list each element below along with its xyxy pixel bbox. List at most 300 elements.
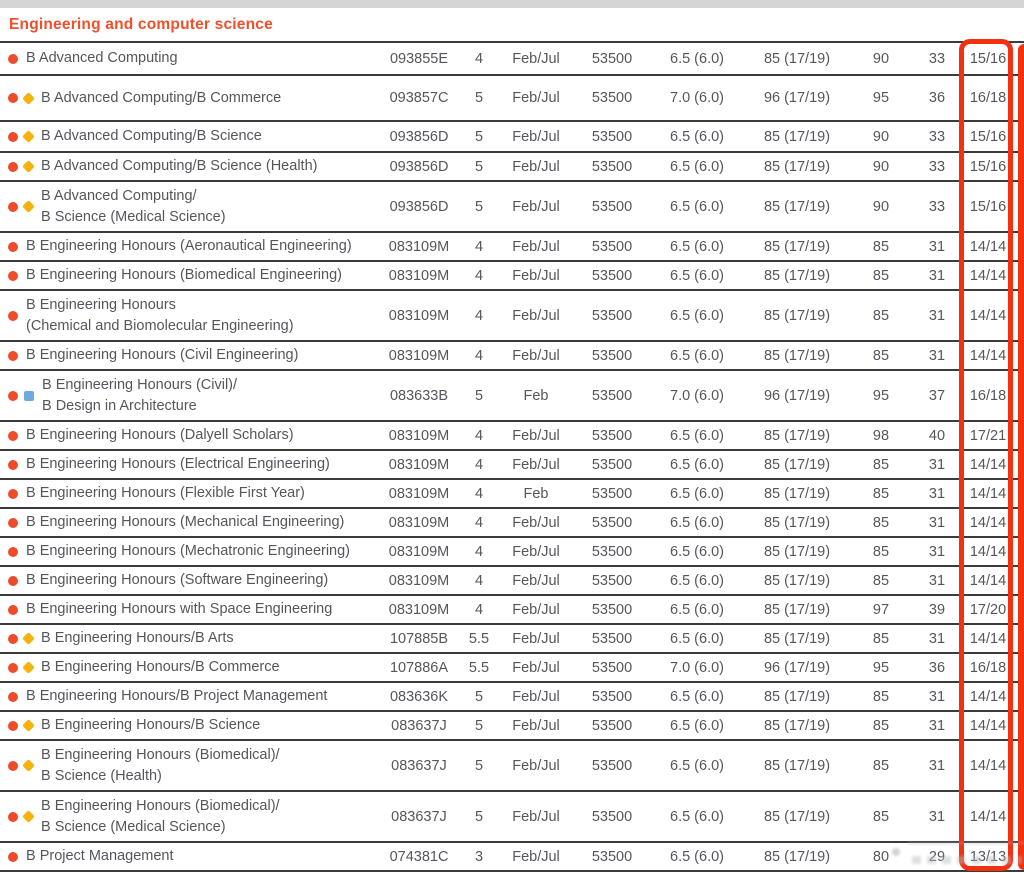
course-name-line: B Engineering Honours (Civil)/	[42, 376, 238, 393]
ielts-score-cell: 6.5 (6.0)	[670, 848, 724, 865]
intake-cell: Feb/Jul	[512, 659, 560, 676]
course-name	[42, 375, 237, 417]
score-b-cell: 33	[928, 198, 946, 215]
highlighted-score-cell: 14/14	[969, 456, 1007, 473]
intake-cell: Feb/Jul	[512, 543, 560, 560]
course-name-line: B Engineering Honours/B Science	[41, 717, 261, 733]
program-code-cell: 093856D	[389, 198, 449, 215]
duration-cell: 4	[474, 456, 484, 473]
ielts-score-cell: 7.0 (6.0)	[670, 659, 724, 676]
ielts-score-cell: 6.5 (6.0)	[670, 601, 724, 618]
program-dot-icon	[8, 271, 18, 281]
duration-cell: 4	[474, 347, 484, 364]
table-row	[0, 625, 1024, 654]
ielts-score-cell: 6.5 (6.0)	[670, 757, 724, 774]
score-b-cell: 31	[928, 267, 946, 284]
course-name-line: B Science (Health)	[41, 767, 162, 784]
highlighted-score-cell: 14/14	[969, 688, 1007, 705]
course-name-line: B Science (Medical Science)	[41, 818, 226, 835]
course-name-line: B Engineering Honours with Space Engineering	[26, 601, 333, 617]
table-row	[0, 712, 1024, 741]
intake-cell: Feb/Jul	[512, 757, 560, 774]
fee-cell: 53500	[591, 307, 633, 324]
course-name-line: B Engineering Honours (Biomedical)/	[41, 746, 280, 763]
duration-cell: 5	[474, 757, 484, 774]
toefl-score-cell: 85 (17/19)	[763, 456, 831, 473]
course-name-cell	[0, 512, 378, 533]
course-name-cell	[0, 745, 378, 787]
fee-cell: 53500	[591, 267, 633, 284]
intake-cell: Feb/Jul	[512, 347, 560, 364]
duration-cell: 4	[474, 485, 484, 502]
intake-cell: Feb	[523, 485, 549, 502]
course-name-line: B Engineering Honours/B Commerce	[41, 659, 280, 675]
program-dot-icon	[8, 605, 18, 615]
fee-cell: 53500	[591, 427, 633, 444]
course-name	[41, 657, 280, 678]
toefl-score-cell: 85 (17/19)	[763, 347, 831, 364]
toefl-score-cell: 96 (17/19)	[763, 90, 831, 106]
highlighted-score-cell: 14/14	[969, 267, 1007, 284]
combined-degree-diamond-icon	[22, 130, 35, 143]
row-icons	[8, 431, 18, 441]
score-a-cell: 90	[872, 158, 890, 175]
combined-degree-diamond-icon	[22, 200, 35, 213]
highlighted-score-cell: 14/14	[969, 572, 1007, 589]
course-name-cell	[0, 541, 378, 562]
intake-cell: Feb/Jul	[512, 688, 560, 705]
row-icons	[8, 202, 33, 212]
course-name-cell	[0, 483, 378, 504]
course-name	[26, 265, 342, 286]
row-icons	[8, 351, 18, 361]
course-name-cell	[0, 265, 378, 286]
program-dot-icon	[8, 721, 18, 731]
table-row	[0, 567, 1024, 596]
duration-cell: 4	[474, 543, 484, 560]
fee-cell: 53500	[591, 128, 633, 145]
course-name-cell	[0, 686, 378, 707]
row-icons	[8, 576, 18, 586]
score-a-cell: 85	[872, 543, 890, 560]
row-icons	[8, 852, 18, 862]
duration-cell: 4	[474, 307, 484, 324]
course-name-line: B Engineering Honours (Mechanical Engineering)	[26, 514, 345, 530]
course-name	[41, 156, 317, 177]
course-name-line: B Engineering Honours (Flexible First Year)	[26, 485, 305, 501]
toefl-score-cell: 85 (17/19)	[763, 158, 831, 175]
table-row	[0, 422, 1024, 451]
table-row	[0, 43, 1024, 76]
duration-cell: 5	[474, 808, 484, 825]
fee-cell: 53500	[591, 198, 633, 215]
ielts-score-cell: 6.5 (6.0)	[670, 347, 724, 364]
course-name-cell	[0, 454, 378, 475]
table-row	[0, 792, 1024, 843]
score-b-cell: 31	[928, 238, 946, 255]
row-icons	[8, 93, 33, 103]
score-b-cell: 39	[928, 601, 946, 618]
course-name-cell	[0, 657, 378, 678]
program-dot-icon	[8, 162, 18, 172]
course-name	[26, 295, 294, 337]
ielts-score-cell: 6.5 (6.0)	[670, 717, 724, 734]
intake-cell: Feb/Jul	[512, 198, 560, 215]
course-name-cell	[0, 156, 378, 177]
fee-cell: 53500	[591, 717, 633, 734]
row-icons	[8, 663, 33, 673]
course-name-cell	[0, 846, 378, 867]
score-b-cell: 31	[928, 717, 946, 734]
toefl-score-cell: 85 (17/19)	[763, 688, 831, 705]
course-name-line: (Chemical and Biomolecular Engineering)	[26, 317, 294, 334]
course-name	[26, 345, 298, 366]
course-name-line: B Advanced Computing/B Commerce	[41, 89, 282, 106]
score-a-cell: 85	[872, 688, 890, 705]
highlighted-score-cell: 15/16	[969, 50, 1007, 67]
course-name-cell	[0, 48, 378, 69]
row-icons	[8, 605, 18, 615]
course-name	[26, 425, 294, 446]
program-dot-icon	[8, 242, 18, 252]
course-name-cell	[0, 345, 378, 366]
combined-degree-diamond-icon	[22, 759, 35, 772]
table-row	[0, 451, 1024, 480]
fee-cell: 53500	[591, 659, 633, 676]
intake-cell: Feb/Jul	[512, 238, 560, 255]
course-name-line: B Project Management	[26, 848, 174, 864]
highlighted-score-cell: 14/14	[969, 307, 1007, 324]
fee-cell: 53500	[591, 572, 633, 589]
toefl-score-cell: 85 (17/19)	[763, 514, 831, 531]
row-icons	[8, 812, 33, 822]
score-a-cell: 95	[872, 659, 890, 676]
highlighted-score-cell: 16/18	[969, 659, 1007, 676]
program-dot-icon	[8, 663, 18, 673]
program-code-cell: 093856D	[389, 158, 449, 175]
table-row	[0, 683, 1024, 712]
program-code-cell: 083109M	[388, 238, 450, 255]
program-dot-icon	[8, 852, 18, 862]
intake-cell: Feb/Jul	[512, 630, 560, 647]
program-dot-icon	[8, 391, 18, 401]
score-a-cell: 90	[872, 198, 890, 215]
highlighted-score-cell: 17/20	[969, 601, 1007, 618]
table-row	[0, 122, 1024, 153]
score-a-cell: 98	[872, 427, 890, 444]
score-b-cell: 36	[928, 90, 946, 106]
table-row	[0, 741, 1024, 792]
score-b-cell: 31	[928, 307, 946, 324]
program-dot-icon	[8, 761, 18, 771]
score-b-cell: 33	[928, 158, 946, 175]
course-name-line: B Engineering Honours (Aeronautical Engineering)	[26, 238, 352, 254]
duration-cell: 5	[474, 198, 484, 215]
duration-cell: 4	[474, 427, 484, 444]
intake-cell: Feb/Jul	[512, 717, 560, 734]
fee-cell: 53500	[591, 238, 633, 255]
ielts-score-cell: 6.5 (6.0)	[670, 543, 724, 560]
course-name-line: B Engineering Honours (Electrical Engineering)	[26, 456, 330, 472]
fee-cell: 53500	[591, 90, 633, 106]
table-row	[0, 509, 1024, 538]
table-row	[0, 538, 1024, 567]
intake-cell: Feb/Jul	[512, 572, 560, 589]
course-name-cell	[0, 186, 378, 228]
score-a-cell: 85	[872, 717, 890, 734]
course-name	[26, 686, 327, 707]
row-icons	[8, 271, 18, 281]
intake-cell: Feb	[523, 387, 549, 404]
table-row	[0, 654, 1024, 683]
duration-cell: 5	[474, 387, 484, 404]
score-a-cell: 90	[872, 50, 890, 67]
fee-cell: 53500	[591, 757, 633, 774]
highlighted-score-cell: 14/14	[969, 757, 1007, 774]
course-name-cell	[0, 599, 378, 620]
combined-degree-diamond-icon	[22, 632, 35, 645]
highlighted-score-cell: 14/14	[969, 543, 1007, 560]
row-icons	[8, 518, 18, 528]
course-name-line: B Engineering Honours (Dalyell Scholars)	[26, 427, 294, 443]
course-name-line: B Design in Architecture	[42, 397, 197, 414]
course-name-line: B Advanced Computing/	[41, 187, 197, 204]
table-row	[0, 262, 1024, 291]
program-code-cell: 083637J	[391, 808, 447, 825]
intake-cell: Feb/Jul	[512, 514, 560, 531]
table-row	[0, 480, 1024, 509]
ielts-score-cell: 6.5 (6.0)	[670, 630, 724, 647]
toefl-score-cell: 96 (17/19)	[763, 387, 831, 404]
duration-cell: 4	[474, 572, 484, 589]
toefl-score-cell: 85 (17/19)	[763, 630, 831, 647]
duration-cell: 4	[474, 267, 484, 284]
course-name-line: B Engineering Honours/B Project Management	[26, 688, 328, 704]
fee-cell: 53500	[591, 601, 633, 618]
score-a-cell: 95	[872, 387, 890, 404]
course-name	[26, 512, 344, 533]
combined-degree-diamond-icon	[22, 160, 35, 173]
program-code-cell: 083109M	[388, 427, 450, 444]
ielts-score-cell: 7.0 (6.0)	[670, 387, 724, 404]
score-a-cell: 85	[872, 267, 890, 284]
row-icons	[8, 242, 18, 252]
toefl-score-cell: 85 (17/19)	[763, 808, 831, 825]
course-name-line: B Advanced Computing/B Science	[41, 128, 262, 144]
program-dot-icon	[8, 489, 18, 499]
intake-cell: Feb/Jul	[512, 427, 560, 444]
program-dot-icon	[8, 576, 18, 586]
score-a-cell: 85	[872, 238, 890, 255]
toefl-score-cell: 85 (17/19)	[763, 267, 831, 284]
program-code-cell: 107885B	[389, 630, 449, 647]
table-row	[0, 843, 1024, 872]
duration-cell: 5	[474, 128, 484, 145]
intake-cell: Feb/Jul	[512, 158, 560, 175]
highlighted-score-cell: 13/13	[969, 848, 1007, 865]
row-icons	[8, 547, 18, 557]
program-dot-icon	[8, 547, 18, 557]
ielts-score-cell: 6.5 (6.0)	[670, 427, 724, 444]
score-b-cell: 31	[928, 630, 946, 647]
toefl-score-cell: 85 (17/19)	[763, 307, 831, 324]
highlighted-score-cell: 17/21	[969, 427, 1007, 444]
table-row	[0, 182, 1024, 233]
highlighted-score-cell: 15/16	[969, 158, 1007, 175]
intake-cell: Feb/Jul	[512, 848, 560, 865]
score-a-cell: 80	[872, 848, 890, 865]
program-dot-icon	[8, 311, 18, 321]
intake-cell: Feb/Jul	[512, 307, 560, 324]
score-b-cell: 31	[928, 757, 946, 774]
toefl-score-cell: 85 (17/19)	[763, 485, 831, 502]
score-a-cell: 85	[872, 514, 890, 531]
course-name	[26, 454, 330, 475]
duration-cell: 4	[474, 50, 484, 67]
ielts-score-cell: 7.0 (6.0)	[670, 90, 724, 106]
course-name-line: B Advanced Computing/B Science (Health)	[41, 158, 318, 174]
program-dot-icon	[8, 518, 18, 528]
intake-cell: Feb/Jul	[512, 267, 560, 284]
ielts-score-cell: 6.5 (6.0)	[670, 238, 724, 255]
course-name	[41, 745, 280, 787]
highlighted-score-cell: 14/14	[969, 630, 1007, 647]
program-dot-icon	[8, 692, 18, 702]
program-code-cell: 093856D	[389, 128, 449, 145]
intake-cell: Feb/Jul	[512, 601, 560, 618]
combined-degree-diamond-icon	[22, 661, 35, 674]
ielts-score-cell: 6.5 (6.0)	[670, 456, 724, 473]
course-name	[26, 570, 328, 591]
row-icons	[8, 692, 18, 702]
course-name	[26, 846, 174, 867]
fee-cell: 53500	[591, 456, 633, 473]
score-b-cell: 31	[928, 543, 946, 560]
row-icons	[8, 489, 18, 499]
toefl-score-cell: 85 (17/19)	[763, 427, 831, 444]
ielts-score-cell: 6.5 (6.0)	[670, 485, 724, 502]
row-icons	[8, 311, 18, 321]
program-code-cell: 083109M	[388, 267, 450, 284]
toefl-score-cell: 85 (17/19)	[763, 128, 831, 145]
course-name-cell	[0, 375, 378, 417]
page-top-strip	[0, 0, 1024, 8]
ielts-score-cell: 6.5 (6.0)	[670, 128, 724, 145]
score-a-cell: 85	[872, 307, 890, 324]
program-dot-icon	[8, 812, 18, 822]
ielts-score-cell: 6.5 (6.0)	[670, 572, 724, 589]
score-b-cell: 31	[928, 347, 946, 364]
program-code-cell: 083109M	[388, 485, 450, 502]
toefl-score-cell: 85 (17/19)	[763, 198, 831, 215]
toefl-score-cell: 85 (17/19)	[763, 572, 831, 589]
score-a-cell: 85	[872, 572, 890, 589]
program-code-cell: 074381C	[389, 848, 449, 865]
program-dot-icon	[8, 460, 18, 470]
score-b-cell: 31	[928, 485, 946, 502]
score-a-cell: 90	[872, 128, 890, 145]
duration-cell: 5	[474, 158, 484, 175]
course-name-cell	[0, 236, 378, 257]
course-name-cell	[0, 628, 378, 649]
score-a-cell: 95	[872, 90, 890, 106]
ielts-score-cell: 6.5 (6.0)	[670, 307, 724, 324]
fee-cell: 53500	[591, 514, 633, 531]
duration-cell: 3	[474, 848, 484, 865]
course-name	[41, 126, 262, 147]
section-title: Engineering and computer science	[9, 15, 273, 33]
score-b-cell: 29	[928, 848, 946, 865]
score-a-cell: 85	[872, 347, 890, 364]
course-name-line: B Science (Medical Science)	[41, 208, 226, 225]
row-icons	[8, 54, 18, 64]
course-name	[26, 483, 305, 504]
fee-cell: 53500	[591, 848, 633, 865]
course-name-line: B Engineering Honours	[26, 296, 176, 313]
program-code-cell: 083637J	[391, 717, 447, 734]
architecture-square-icon	[24, 391, 34, 401]
course-name-line: B Advanced Computing	[26, 50, 178, 66]
row-icons	[8, 721, 33, 731]
toefl-score-cell: 85 (17/19)	[763, 238, 831, 255]
score-b-cell: 33	[928, 50, 946, 67]
program-dot-icon	[8, 54, 18, 64]
duration-cell: 5	[474, 90, 484, 106]
toefl-score-cell: 85 (17/19)	[763, 543, 831, 560]
course-name	[41, 715, 260, 736]
course-name	[41, 628, 234, 649]
highlighted-score-cell: 15/16	[969, 198, 1007, 215]
highlighted-score-cell: 16/18	[969, 90, 1007, 106]
score-a-cell: 85	[872, 485, 890, 502]
duration-cell: 4	[474, 601, 484, 618]
row-icons	[8, 460, 18, 470]
table-row	[0, 371, 1024, 422]
score-b-cell: 36	[928, 659, 946, 676]
table-row	[0, 153, 1024, 182]
highlighted-score-cell: 14/14	[969, 808, 1007, 825]
ielts-score-cell: 6.5 (6.0)	[670, 514, 724, 531]
program-code-cell: 083109M	[388, 347, 450, 364]
course-name-cell	[0, 295, 378, 337]
score-b-cell: 31	[928, 688, 946, 705]
program-dot-icon	[8, 351, 18, 361]
course-name-line: B Engineering Honours (Biomedical)/	[41, 797, 280, 814]
toefl-score-cell: 85 (17/19)	[763, 757, 831, 774]
program-code-cell: 083636K	[389, 688, 449, 705]
combined-degree-diamond-icon	[22, 719, 35, 732]
highlighted-score-cell: 14/14	[969, 238, 1007, 255]
ielts-score-cell: 6.5 (6.0)	[670, 688, 724, 705]
intake-cell: Feb/Jul	[512, 808, 560, 825]
ielts-score-cell: 6.5 (6.0)	[670, 808, 724, 825]
score-a-cell: 85	[872, 456, 890, 473]
score-b-cell: 31	[928, 572, 946, 589]
program-dot-icon	[8, 431, 18, 441]
program-code-cell: 083109M	[388, 572, 450, 589]
score-b-cell: 37	[928, 387, 946, 404]
toefl-score-cell: 85 (17/19)	[763, 717, 831, 734]
ielts-score-cell: 6.5 (6.0)	[670, 158, 724, 175]
toefl-score-cell: 85 (17/19)	[763, 50, 831, 67]
fee-cell: 53500	[591, 387, 633, 404]
fee-cell: 53500	[591, 347, 633, 364]
duration-cell: 4	[474, 514, 484, 531]
intake-cell: Feb/Jul	[512, 90, 560, 106]
course-name	[26, 236, 352, 257]
duration-cell: 5.5	[468, 630, 490, 647]
program-code-cell: 083633B	[389, 387, 449, 404]
